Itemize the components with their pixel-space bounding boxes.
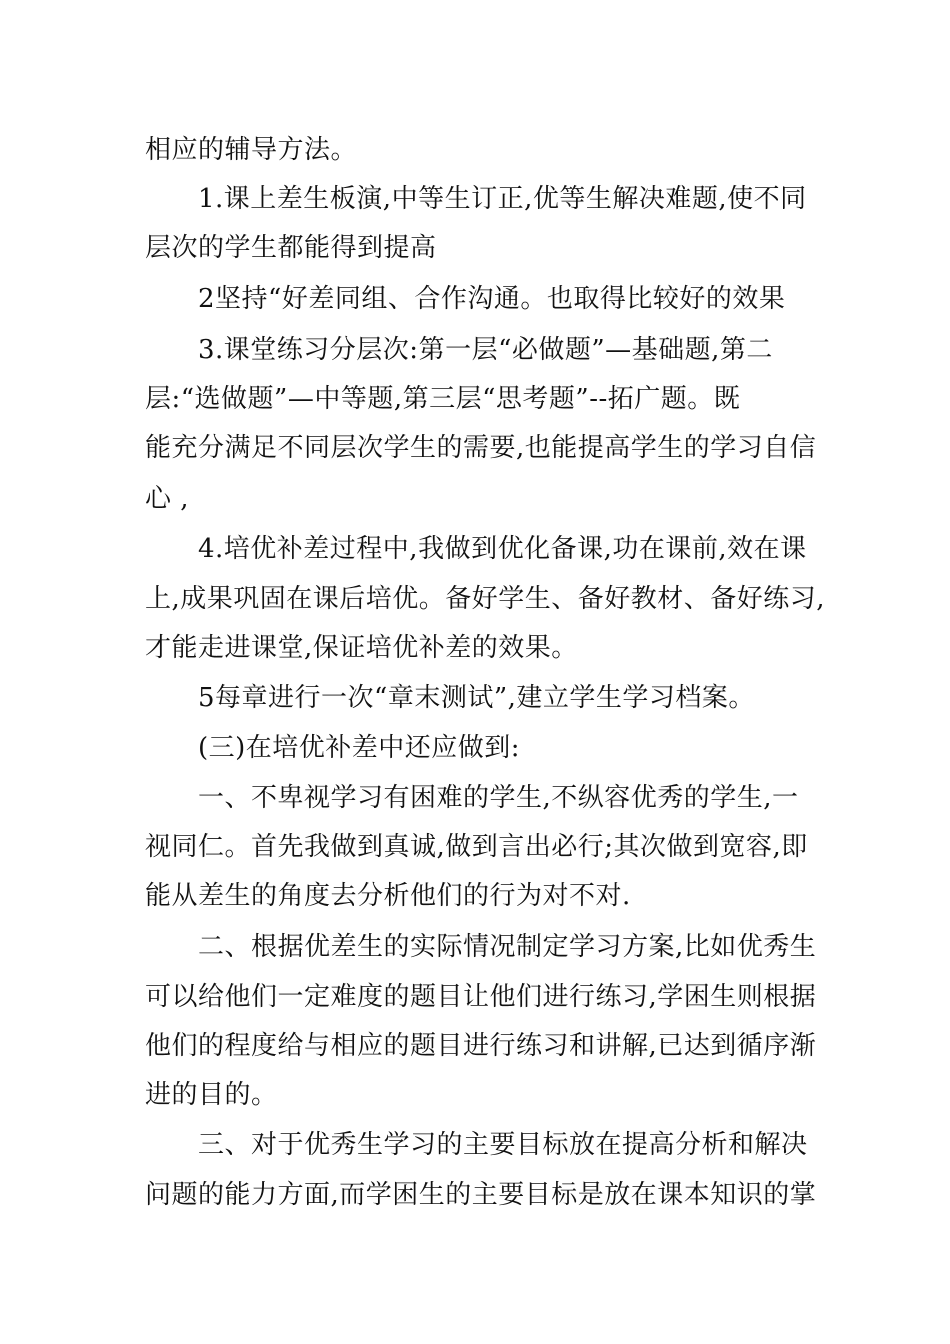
text-line-6: 层:“选做题”—中等题,第三层“思考题”--拓广题。既: [145, 384, 741, 414]
text-line-4: 2坚持“好差同组、合作沟通。也取得比较好的效果: [198, 284, 786, 314]
text-line-5: 3.课堂练习分层次:第一层“必做题”—基础题,第二: [198, 335, 773, 365]
text-line-21: 三、对于优秀生学习的主要目标放在提高分析和解决: [198, 1130, 808, 1160]
text-line-11: 才能走进课堂,保证培优补差的效果。: [145, 633, 578, 663]
text-line-16: 能从差生的角度去分析他们的行为对不对.: [145, 881, 631, 911]
text-line-7: 能充分满足不同层次学生的需要,也能提高学生的学习自信: [145, 433, 817, 463]
text-line-17: 二、根据优差生的实际情况制定学习方案,比如优秀生: [198, 932, 817, 962]
text-line-20: 进的目的。: [145, 1080, 278, 1110]
text-line-12: 5每章进行一次“章末测试”,建立学生学习档案。: [198, 683, 755, 713]
text-line-3: 层次的学生都能得到提高: [145, 233, 437, 263]
text-line-22: 问题的能力方面,而学困生的主要目标是放在课本知识的掌: [145, 1180, 817, 1210]
text-line-18: 可以给他们一定难度的题目让他们进行练习,学困生则根据: [145, 982, 817, 1012]
text-line-10: 上,成果巩固在课后培优。备好学生、备好教材、备好练习,: [145, 584, 826, 614]
text-line-8: 心 ,: [145, 484, 190, 514]
text-line-13: (三)在培优补差中还应做到:: [198, 733, 521, 763]
text-line-15: 视同仁。首先我做到真诚,做到言出必行;其次做到宽容,即: [145, 832, 808, 862]
text-line-2: 1.课上差生板演,中等生订正,优等生解决难题,使不同: [198, 184, 807, 214]
text-line-1: 相应的辅导方法。: [145, 135, 358, 165]
text-line-14: 一、不卑视学习有困难的学生,不纵容优秀的学生,一: [198, 783, 799, 813]
text-line-19: 他们的程度给与相应的题目进行练习和讲解,已达到循序渐: [145, 1031, 817, 1061]
text-line-9: 4.培优补差过程中,我做到优化备课,功在课前,效在课: [198, 534, 807, 564]
